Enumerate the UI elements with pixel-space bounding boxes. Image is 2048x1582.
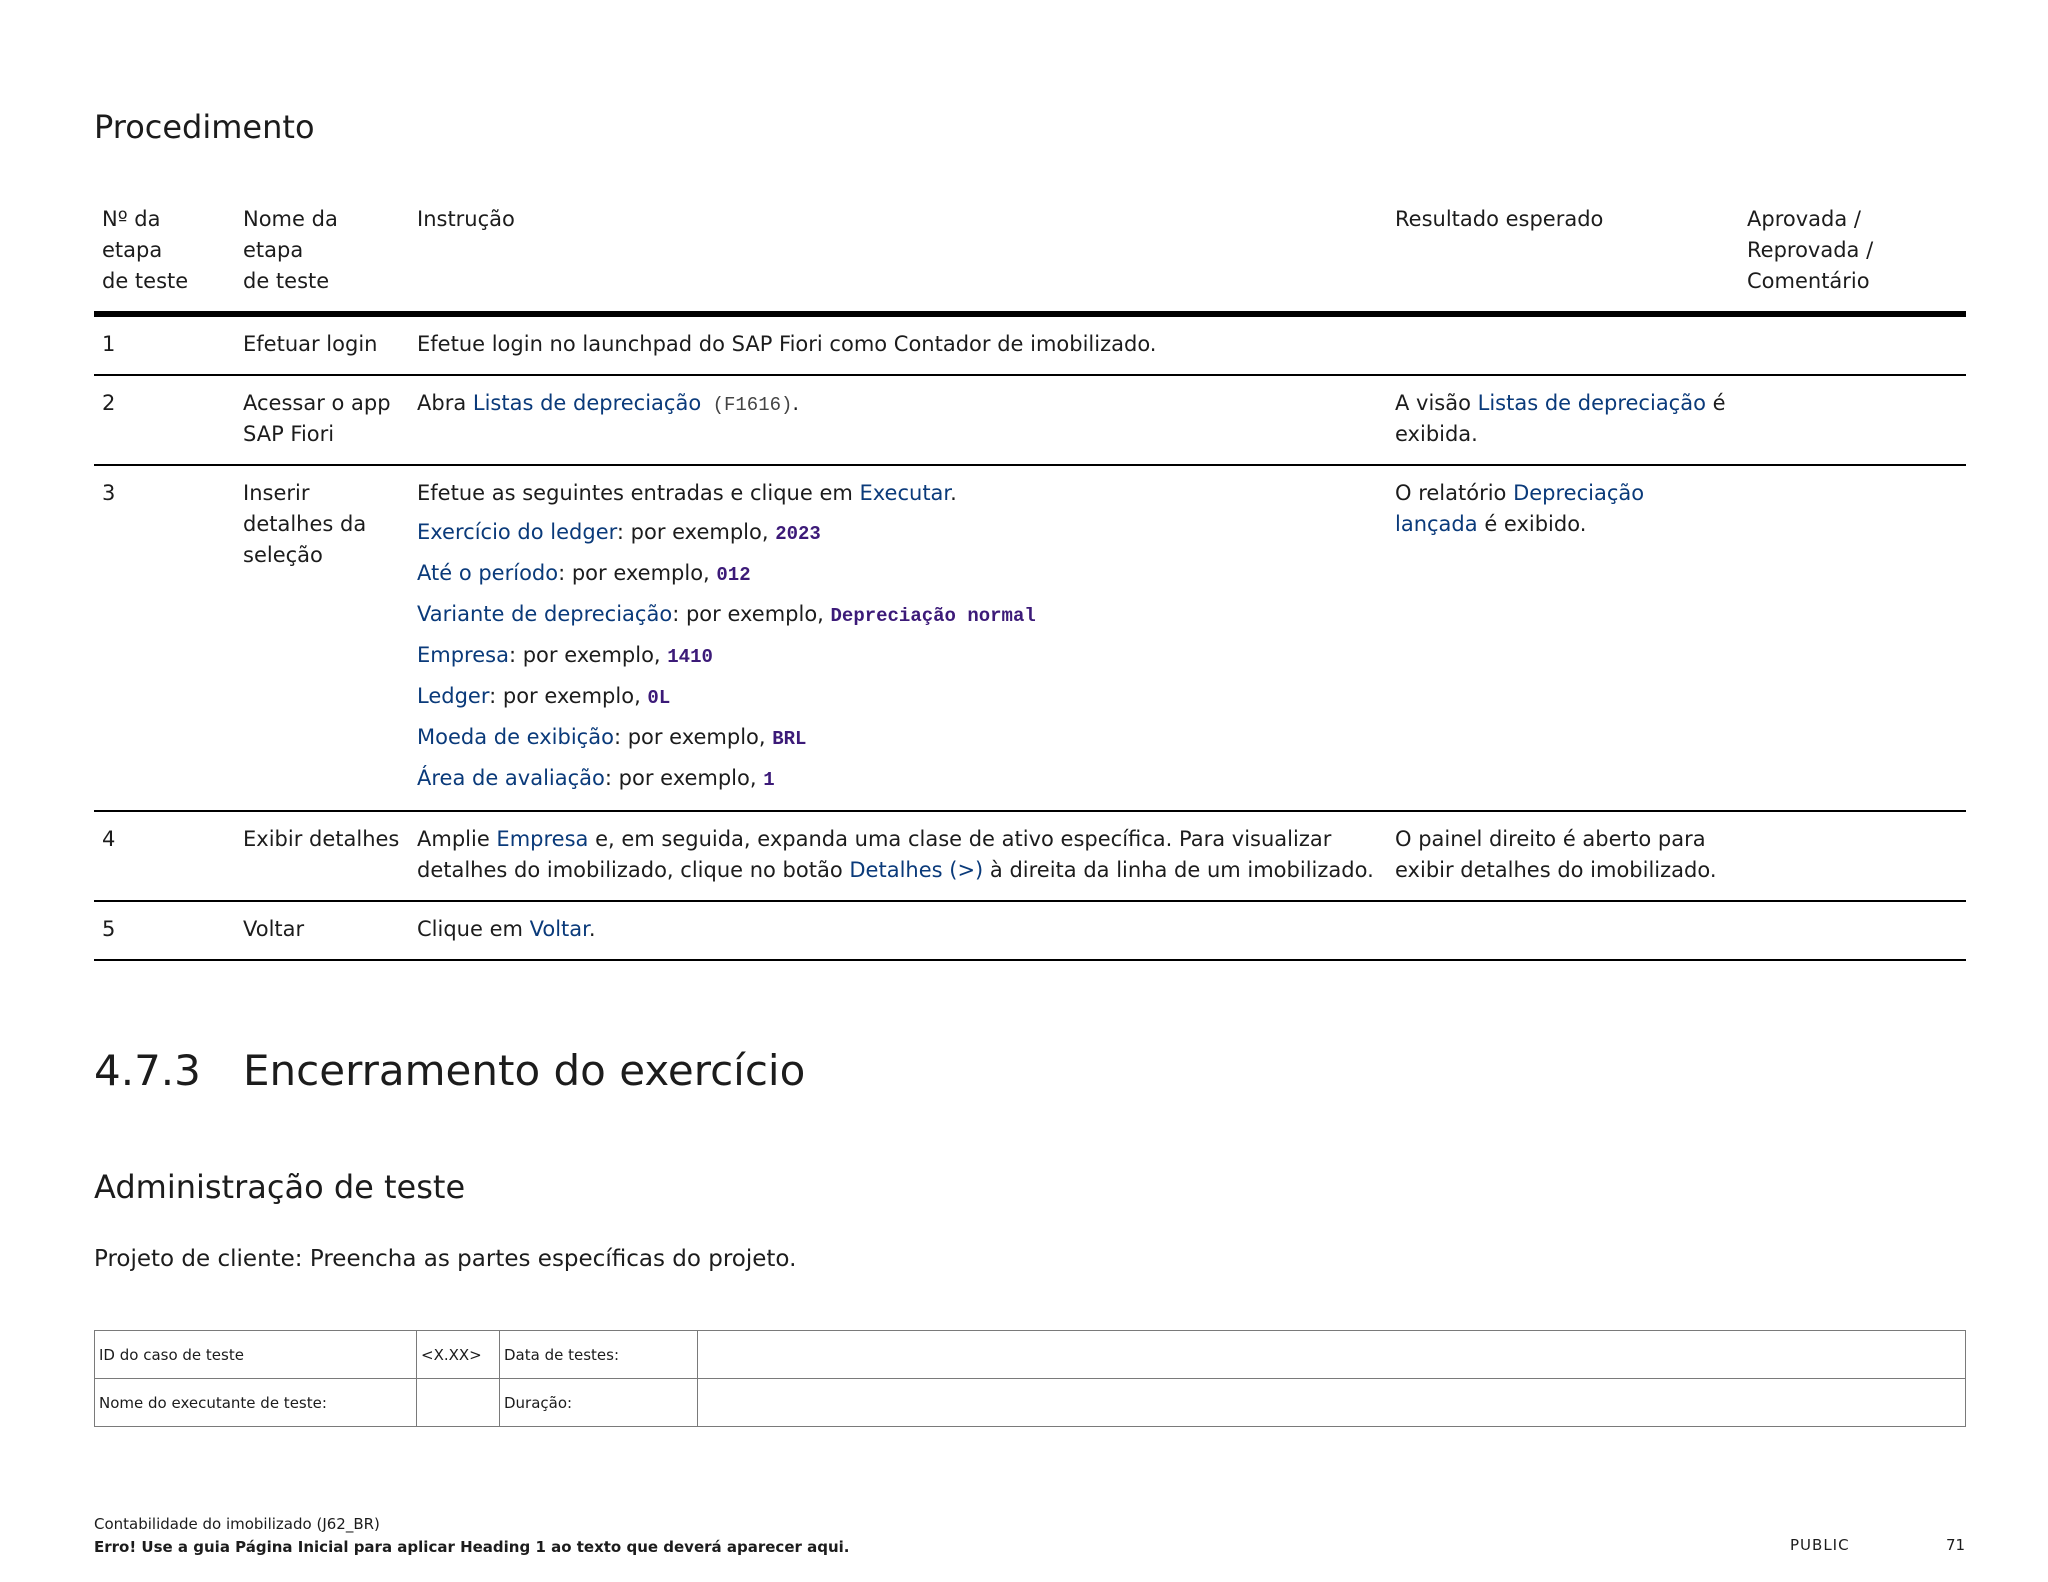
field-company: Empresa: por exemplo, 1410 bbox=[417, 643, 713, 668]
tester-name-label: Nome do executante de teste: bbox=[95, 1379, 417, 1427]
step-number: 1 bbox=[102, 332, 116, 356]
field-period: Até o período: por exemplo, 012 bbox=[417, 561, 751, 586]
execute-link[interactable]: Executar bbox=[859, 481, 951, 505]
step-number: 5 bbox=[102, 917, 116, 941]
table-row bbox=[95, 1331, 1966, 1379]
instruction-intro: Efetue as seguintes entradas e clique em Executar. bbox=[417, 481, 957, 505]
procedure-table bbox=[94, 196, 1966, 961]
table-row bbox=[94, 465, 1966, 811]
step-approved bbox=[1739, 314, 1966, 375]
table-row bbox=[94, 811, 1966, 901]
project-note: Projeto de cliente: Preencha as partes específicas do projeto. bbox=[94, 1246, 797, 1272]
step-expected bbox=[1387, 314, 1739, 375]
step-expected bbox=[1387, 901, 1739, 960]
field-display-currency: Moeda de exibição: por exemplo, BRL bbox=[417, 725, 807, 750]
company-link[interactable]: Empresa bbox=[496, 827, 589, 851]
section-title: Encerramento do exercício bbox=[243, 1046, 806, 1095]
step-instruction: Abra Listas de depreciação (F1616). bbox=[417, 391, 800, 416]
field-ledger-year: Exercício do ledger: por exemplo, 2023 bbox=[417, 520, 821, 545]
test-date-label: Data de testes: bbox=[500, 1331, 698, 1379]
step-instruction bbox=[409, 465, 1387, 811]
step-approved bbox=[1739, 375, 1966, 465]
field-valuation-area: Área de avaliação: por exemplo, 1 bbox=[417, 766, 775, 791]
step-name: Efetuar login bbox=[243, 332, 378, 356]
test-date-value[interactable] bbox=[698, 1331, 1966, 1379]
case-id-label: ID do caso de teste bbox=[95, 1331, 417, 1379]
step-name: Acessar o app SAP Fiori bbox=[243, 391, 391, 446]
table-row bbox=[94, 314, 1966, 375]
footer-doc-title: Contabilidade do imobilizado (J62_BR) bbox=[94, 1515, 380, 1533]
step-expected: A visão Listas de depreciação é exibida. bbox=[1395, 391, 1726, 446]
step-name: Inserir detalhes da seleção bbox=[243, 481, 367, 567]
details-button-link[interactable]: Detalhes (>) bbox=[849, 858, 984, 882]
back-link[interactable]: Voltar bbox=[529, 917, 589, 941]
table-row bbox=[94, 901, 1966, 960]
app-link[interactable]: Listas de depreciação bbox=[472, 391, 702, 415]
section-heading bbox=[94, 1046, 805, 1095]
step-name: Exibir detalhes bbox=[243, 827, 400, 851]
step-name: Voltar bbox=[243, 917, 305, 941]
page-number: 71 bbox=[1946, 1536, 1966, 1554]
header-step-number: Nº da etapa de teste bbox=[102, 207, 189, 293]
step-number: 2 bbox=[102, 391, 116, 415]
step-expected: O painel direito é aberto para exibir detalhes do imobilizado. bbox=[1395, 827, 1717, 882]
header-step-name: Nome da etapa de teste bbox=[243, 207, 338, 293]
procedure-heading: Procedimento bbox=[94, 108, 315, 146]
field-depreciation-variant: Variante de depreciação: por exemplo, Depreciação normal bbox=[417, 602, 1036, 627]
step-instruction: Amplie Empresa e, em seguida, expanda uma clase de ativo específica. Para visualizar detalhes do imobilizado, clique no botão Detalhes (>) à direita da linha de um imobilizado. bbox=[417, 827, 1374, 882]
admin-table bbox=[94, 1330, 1966, 1427]
header-expected-result: Resultado esperado bbox=[1395, 207, 1604, 231]
step-instruction: Efetue login no launchpad do SAP Fiori como Contador de imobilizado. bbox=[417, 332, 1157, 356]
duration-value[interactable] bbox=[698, 1379, 1966, 1427]
table-row bbox=[94, 375, 1966, 465]
footer bbox=[94, 1513, 850, 1559]
report-link[interactable]: Depreciação lançada bbox=[1395, 481, 1645, 536]
case-id-value[interactable]: <X.XX> bbox=[417, 1331, 500, 1379]
footer-classification: PUBLIC bbox=[1790, 1536, 1850, 1554]
step-number: 4 bbox=[102, 827, 116, 851]
step-instruction: Clique em Voltar. bbox=[417, 917, 596, 941]
admin-heading: Administração de teste bbox=[94, 1168, 466, 1206]
view-link[interactable]: Listas de depreciação bbox=[1477, 391, 1706, 415]
tester-name-value[interactable] bbox=[417, 1379, 500, 1427]
step-approved bbox=[1739, 901, 1966, 960]
step-number: 3 bbox=[102, 481, 116, 505]
field-ledger: Ledger: por exemplo, 0L bbox=[417, 684, 671, 709]
procedure-header-row bbox=[94, 196, 1966, 314]
duration-label: Duração: bbox=[500, 1379, 698, 1427]
header-instruction: Instrução bbox=[417, 207, 515, 231]
footer-error-text: Erro! Use a guia Página Inicial para aplicar Heading 1 ao texto que deverá aparecer aqui. bbox=[94, 1538, 850, 1556]
step-expected: O relatório Depreciação lançada é exibido. bbox=[1395, 481, 1645, 536]
step-approved bbox=[1739, 465, 1966, 811]
header-approved: Aprovada / Reprovada / Comentário bbox=[1747, 207, 1874, 293]
step-approved bbox=[1739, 811, 1966, 901]
table-row bbox=[95, 1379, 1966, 1427]
app-id-code: (F1616) bbox=[701, 394, 793, 416]
section-number: 4.7.3 bbox=[94, 1046, 201, 1095]
